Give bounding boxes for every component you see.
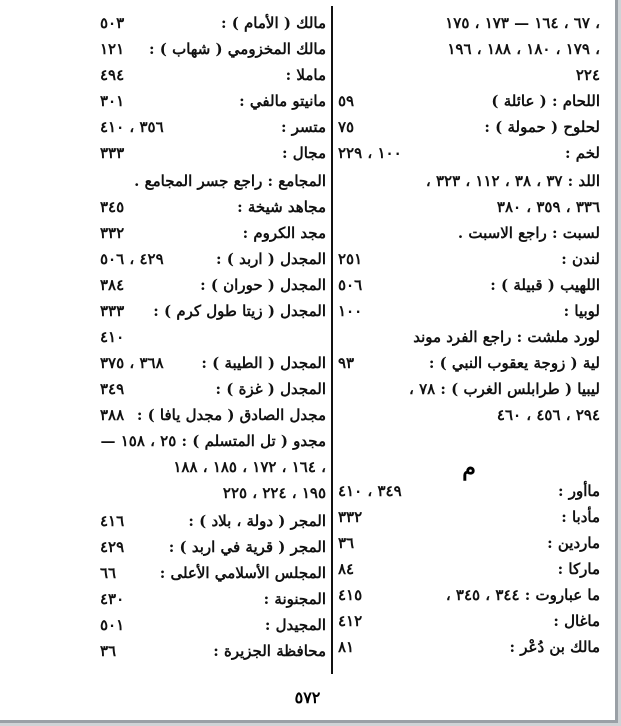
entry-pages: ٤٢٩ [100,538,125,556]
index-entry [338,504,600,530]
entry-label: المجامع : راجع جسر المجامع . [134,172,326,190]
index-entry [338,634,600,660]
entry-pages: ٤٣٠ [100,590,125,608]
index-entry [100,88,326,114]
entry-pages: ٤١٠ [100,328,125,346]
entry-label: المجدل ( اربد ) : [216,250,326,268]
entry-label: اللحام : ( عائلة ) [491,92,600,110]
entry-label: لسبت : راجع الاسبت . [457,224,600,242]
index-entry [338,194,600,220]
entry-label: ماردين : [547,534,600,552]
index-entry [100,480,326,506]
entry-label: مالك بن دُعْر : [509,638,600,656]
entry-label: ٢٩٤ ، ٤٥٦ ، ٤٦٠ [496,406,600,424]
entry-pages: ٥٩ [338,92,355,110]
index-entry [338,324,600,350]
entry-pages: ٥٠٦ [338,276,363,294]
entry-label: مجد الكروم : [242,224,326,242]
index-entry [338,168,600,194]
index-entry [338,10,600,36]
entry-label: ٣٣٦ ، ٣٥٩ ، ٣٨٠ [496,198,600,216]
index-entry [100,534,326,560]
entry-label: المجدل ( زيتا طول كرم ) : [153,302,326,320]
index-entry [338,608,600,634]
entry-pages: ١٢١ [100,40,125,58]
entry-pages: ٤٩٤ [100,66,125,84]
entry-pages: ٤١٦ [100,512,125,530]
index-entry [338,298,600,324]
entry-label: ٦٧ ، ١٦٤ — ١٧٣ ، ١٧٥ ، [445,14,600,32]
entry-pages: ٤١٢ [338,612,363,630]
entry-label: مالك ( الأمام ) : [220,14,326,32]
entry-label: لورد ملشت : راجع الفرد موند [413,328,600,346]
index-entry [100,508,326,534]
entry-label: مالك المخزومي ( شهاب ) : [149,40,326,58]
entry-label: مجدو ( تل المتسلم ) : ٢٥ ، ١٥٨ — [100,432,326,450]
entry-label: المجيدل : [264,616,326,634]
entry-pages: ٥٠٣ [100,14,125,32]
index-entry [338,350,600,376]
index-entry [100,428,326,454]
entry-pages: ٣٦٨ ، ٣٧٥ [100,354,164,372]
index-entry [100,586,326,612]
index-entry [100,298,326,324]
entry-pages: ٣٨٨ [100,406,125,424]
entry-label: لخم : [565,144,600,162]
index-entry [338,402,600,428]
index-entry [338,582,600,608]
index-entry [100,36,326,62]
entry-label: ماملا : [285,66,326,84]
entry-label: متسر : [281,118,326,136]
entry-label: مجال : [282,144,326,162]
entry-pages: ٣٣٢ [100,224,125,242]
entry-pages: ٦٦ [100,564,117,582]
entry-label: المجدل ( الطيبة ) : [201,354,326,372]
entry-label: ١٧٩ ، ١٨٠ ، ١٨٨ ، ١٩٦ ، [447,40,600,58]
entry-pages: ١٠٠ [338,302,363,320]
entry-label: مأدبا : [561,508,600,526]
entry-label: المجدل ( حوران ) : [200,276,326,294]
entry-label: لندن : [561,250,600,268]
entry-label: مجدل الصادق ( مجدل يافا ) : [136,406,326,424]
index-entry [338,556,600,582]
entry-pages: ٣٣٢ [338,508,363,526]
entry-label: ماأور : [557,482,600,500]
entry-label: اللهيب ( قبيلة ) : [490,276,600,294]
entry-pages: ٤١٥ [338,586,363,604]
entry-pages: ٨١ [338,638,355,656]
index-entry [100,220,326,246]
entry-label: اللد : ٣٧ ، ٣٨ ، ١١٢ ، ٣٢٣ ، [425,172,600,190]
entry-pages: ٢٥١ [338,250,363,268]
index-entry [100,402,326,428]
index-entry [100,324,326,350]
entry-pages: ٧٥ [338,118,355,136]
index-entry [338,246,600,272]
section-letter: م [462,455,476,481]
index-entry [338,478,600,504]
index-entry [100,350,326,376]
entry-label: محافظة الجزيرة : [213,642,326,660]
index-entry [338,36,600,62]
index-entry [100,140,326,166]
entry-label: المجنونة : [263,590,326,608]
index-entry [338,88,600,114]
index-entry [100,246,326,272]
index-entry [100,638,326,664]
index-entry [100,194,326,220]
entry-pages: ٣٥٦ ، ٤١٠ [100,118,164,136]
entry-pages: ٥٠١ [100,616,125,634]
index-entry [338,220,600,246]
index-entry [338,272,600,298]
index-entry [100,454,326,480]
index-entry [338,530,600,556]
entry-pages: ٣٤٩ [100,380,125,398]
entry-pages: ٩٣ [338,354,355,372]
entry-pages: ٤٢٩ ، ٥٠٦ [100,250,164,268]
index-entry [338,62,600,88]
index-entry [100,114,326,140]
index-entry [100,376,326,402]
index-entry [100,272,326,298]
entry-pages: ٣٣٣ [100,302,125,320]
entry-pages: ٣٤٥ [100,198,125,216]
entry-pages: ٨٤ [338,560,355,578]
entry-label: المجدل ( غزة ) : [215,380,326,398]
entry-label: ١٦٤ ، ١٧٢ ، ١٨٥ ، ١٨٨ ، [173,458,326,476]
entry-label: ماركا : [557,560,600,578]
entry-label: لحلوح ( حمولة ) : [484,118,600,136]
index-entry [100,168,326,194]
index-entry [338,140,600,166]
entry-pages: ٣٦ [338,534,355,552]
index-entry [100,560,326,586]
entry-label: ١٩٥ ، ٢٢٤ ، ٢٢٥ [222,484,326,502]
entry-label: ما عباروت : ٣٤٤ ، ٣٤٥ ، [445,586,600,604]
index-entry [100,62,326,88]
entry-label: ليبيا ( طرابلس الغرب ) : ٧٨ ، [408,380,600,398]
entry-label: مانيتو مالفي : [239,92,326,110]
entry-pages: ١٠٠ ، ٢٢٩ [338,144,402,162]
index-entry [100,10,326,36]
entry-label: مجاهد شيخة : [237,198,326,216]
entry-label: المجر ( قرية في اربد ) : [168,538,326,556]
entry-pages: ٣٠١ [100,92,125,110]
index-entry [338,376,600,402]
entry-pages: ٣٦ [100,642,117,660]
column-divider [331,6,333,674]
page-number: ٥٧٢ [294,688,321,707]
entry-pages: ٣٨٤ [100,276,125,294]
entry-label: لوبيا : [563,302,600,320]
entry-label: المجلس الأسلامي الأعلى : [159,564,326,582]
entry-pages: ٣٣٣ [100,144,125,162]
index-entry [338,114,600,140]
index-entry [100,612,326,638]
entry-label: لية ( زوجة يعقوب النبي ) : [428,354,600,372]
entry-label: ٢٢٤ [575,66,600,84]
entry-pages: ٣٤٩ ، ٤١٠ [338,482,402,500]
entry-label: ماغال : [553,612,600,630]
entry-label: المجر ( دولة ، بلاد ) : [188,512,326,530]
